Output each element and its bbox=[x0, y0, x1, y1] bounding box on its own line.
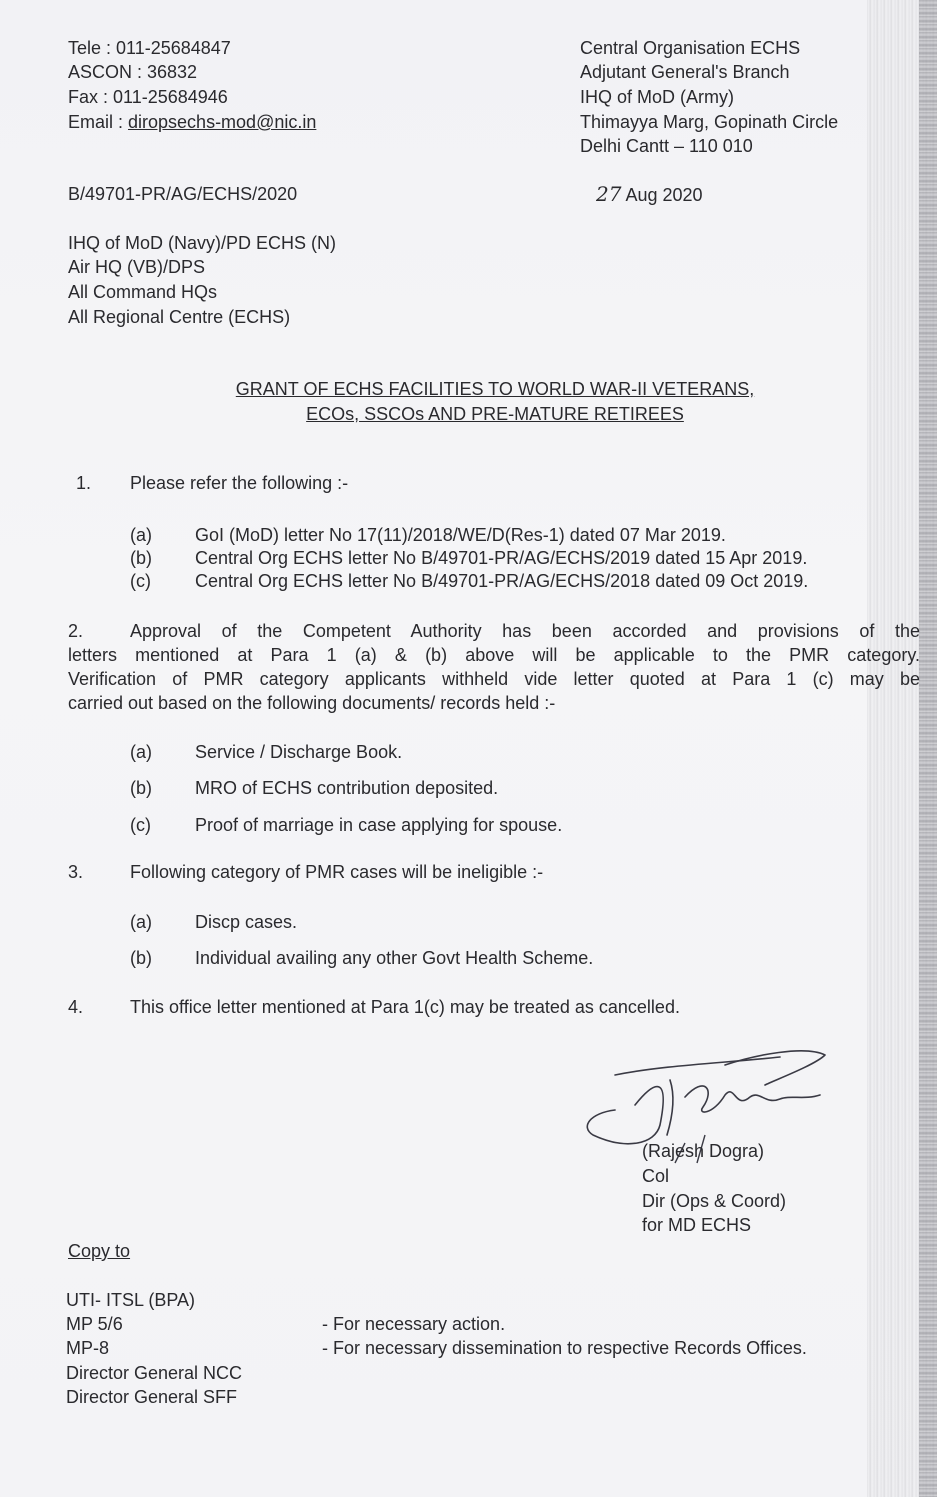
para1-item-b-label: (b) bbox=[130, 548, 152, 568]
email-line bbox=[68, 111, 316, 133]
copy-recipient-5: Director General SFF bbox=[66, 1387, 238, 1407]
copy-recipient-3: MP-8 bbox=[66, 1338, 110, 1358]
para2-number: 2. bbox=[68, 621, 84, 641]
para3-item-b-label: (b) bbox=[130, 948, 152, 968]
para2-item-c-label: (c) bbox=[130, 815, 151, 835]
para2-item-b-label: (b) bbox=[130, 778, 152, 798]
addressee-2: Air HQ (VB)/DPS bbox=[68, 257, 206, 277]
subject-line-2: ECOs, SSCOs AND PRE-MATURE RETIREES bbox=[306, 404, 684, 424]
subject-line-1: GRANT OF ECHS FACILITIES TO WORLD WAR-II VETERANS, bbox=[235, 379, 755, 399]
addressee-3: All Command HQs bbox=[68, 282, 218, 302]
para1-item-a-label: (a) bbox=[130, 525, 152, 545]
para2-line-3: Verification of PMR category applicants withheld vide letter quoted at Para 1 (c) may be bbox=[68, 669, 920, 689]
addressee-1: IHQ of MoD (Navy)/PD ECHS (N) bbox=[68, 233, 337, 253]
email-label: Email : bbox=[68, 112, 129, 132]
copy-action-2: - For necessary dissemination to respective Records Offices. bbox=[322, 1338, 807, 1358]
org-line-1: Central Organisation ECHS bbox=[580, 38, 801, 58]
tele-line: Tele : 011-25684847 bbox=[68, 38, 231, 58]
para1-item-c-label: (c) bbox=[130, 571, 151, 591]
para1-item-b-text: Central Org ECHS letter No B/49701-PR/AG/ECHS/2019 dated 15 Apr 2019. bbox=[195, 548, 808, 568]
para2-line-2: letters mentioned at Para 1 (a) & (b) above will be applicable to the PMR category. bbox=[68, 645, 920, 665]
para3-item-b-text: Individual availing any other Govt Health Scheme. bbox=[195, 948, 594, 968]
org-line-2: Adjutant General's Branch bbox=[580, 62, 790, 82]
copy-recipient-4: Director General NCC bbox=[66, 1363, 243, 1383]
para3-text: Following category of PMR cases will be ineligible :- bbox=[130, 862, 544, 882]
org-line-5: Delhi Cantt – 110 010 bbox=[580, 136, 753, 156]
ascon-line: ASCON : 36832 bbox=[68, 62, 198, 82]
email-link[interactable]: diropsechs-mod@nic.in bbox=[128, 112, 317, 132]
copy-to-heading: Copy to bbox=[68, 1241, 131, 1261]
para2-item-c-text: Proof of marriage in case applying for spouse. bbox=[195, 815, 563, 835]
date-month-year: Aug 2020 bbox=[625, 185, 703, 205]
signatory-rank: Col bbox=[642, 1166, 670, 1186]
org-line-3: IHQ of MoD (Army) bbox=[580, 87, 735, 107]
para2-item-a-text: Service / Discharge Book. bbox=[195, 742, 403, 762]
para1-text: Please refer the following :- bbox=[130, 473, 349, 493]
para3-item-a-text: Discp cases. bbox=[195, 912, 298, 932]
fax-line: Fax : 011-25684946 bbox=[68, 87, 228, 107]
para1-item-c-text: Central Org ECHS letter No B/49701-PR/AG/ECHS/2018 dated 09 Oct 2019. bbox=[195, 571, 809, 591]
para3-number: 3. bbox=[68, 862, 84, 882]
scan-edge-border bbox=[919, 0, 937, 1497]
para3-item-a-label: (a) bbox=[130, 912, 152, 932]
para2-line-4: carried out based on the following documents/ records held :- bbox=[68, 693, 556, 713]
copy-recipient-2: MP 5/6 bbox=[66, 1314, 123, 1334]
para2-item-a-label: (a) bbox=[130, 742, 152, 762]
para1-number: 1. bbox=[76, 473, 92, 493]
copy-recipient-1: UTI- ITSL (BPA) bbox=[66, 1290, 196, 1310]
org-line-4: Thimayya Marg, Gopinath Circle bbox=[580, 112, 839, 132]
para4-text: This office letter mentioned at Para 1(c) may be treated as cancelled. bbox=[130, 997, 680, 1017]
signatory-for: for MD ECHS bbox=[642, 1215, 752, 1235]
addressee-4: All Regional Centre (ECHS) bbox=[68, 307, 291, 327]
para4-number: 4. bbox=[68, 997, 84, 1017]
copy-action-1: - For necessary action. bbox=[322, 1314, 506, 1334]
para1-item-a-text: GoI (MoD) letter No 17(11)/2018/WE/D(Res-1) dated 07 Mar 2019. bbox=[195, 525, 726, 545]
para2-line-1: Approval of the Competent Authority has been accorded and provisions of the bbox=[130, 621, 920, 641]
signatory-name: (Rajesh Dogra) bbox=[642, 1141, 765, 1161]
letter-date bbox=[596, 183, 703, 206]
date-day-handwritten: 27 bbox=[596, 182, 622, 206]
signatory-appointment: Dir (Ops & Coord) bbox=[642, 1191, 787, 1211]
para2-item-b-text: MRO of ECHS contribution deposited. bbox=[195, 778, 499, 798]
reference-number: B/49701-PR/AG/ECHS/2020 bbox=[68, 184, 298, 204]
